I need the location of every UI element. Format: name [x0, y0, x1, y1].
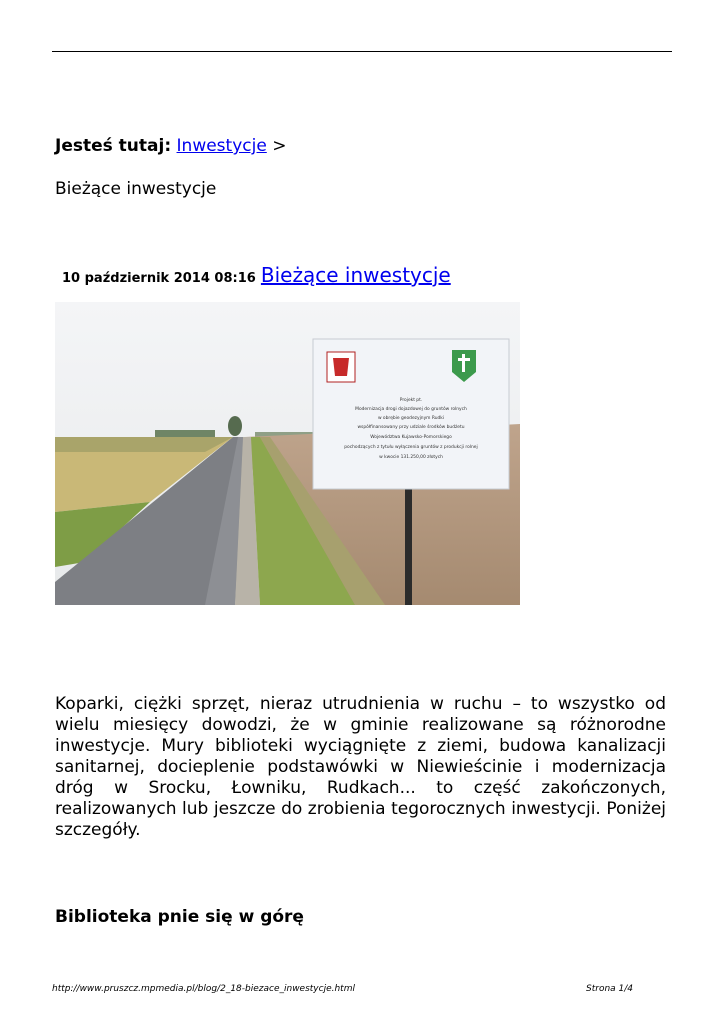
- header-rule: [52, 51, 672, 52]
- breadcrumb-separator: >: [272, 136, 287, 156]
- sign-line-2: Modernizacja drogi dojazdowej do gruntów rolnych: [355, 407, 467, 412]
- breadcrumb-label: Jesteś tutaj:: [55, 136, 172, 156]
- article-date: 10 październik 2014 08:16: [62, 271, 256, 286]
- article-photo: [55, 302, 520, 605]
- section-title: Bieżące inwestycje: [55, 179, 217, 199]
- sign-line-3: w obrębie geodezyjnym Rudki: [377, 416, 445, 421]
- sign-line-4: współfinansowany przy udziale środków budżetu: [357, 425, 465, 430]
- sign-line-5: Województwa Kujawsko-Pomorskiego: [370, 435, 452, 440]
- breadcrumb: [55, 136, 286, 156]
- breadcrumb-link-inwestycje[interactable]: Inwestycje: [176, 136, 267, 156]
- sign-line-6: pochodzących z tytułu wyłączenia gruntów z produkcji rolnej: [344, 445, 478, 450]
- article-title-link[interactable]: Bieżące inwestycje: [260, 263, 451, 287]
- sign-line-7: w kwocie 131.250,00 złotych: [379, 455, 443, 460]
- article-subheading: Biblioteka pnie się w górę: [55, 907, 304, 927]
- footer-url: http://www.pruszcz.mpmedia.pl/blog/2_18-biezace_inwestycje.html: [52, 984, 355, 994]
- footer-page-number: Strona 1/4: [586, 984, 634, 994]
- article-meta: [62, 263, 451, 287]
- article-body: Koparki, ciężki sprzęt, nieraz utrudnienia w ruchu – to wszystko od wielu miesięcy dowodzi, że w gminie realizowane są różnorodne inwestycje. Mury biblioteki wyciągnięte z ziemi, budowa kanalizacji sanitarnej, docieplenie podstawówki w Niewieścinie i modernizacja dróg w Srocku, Łowniku, Rudkach... to część zakończonych, realizowanych lub jeszcze do zrobienia tegorocznych inwestycji. Poniżej szczegóły.: [55, 694, 666, 840]
- sign-line-1: Projekt pt.: [399, 398, 423, 403]
